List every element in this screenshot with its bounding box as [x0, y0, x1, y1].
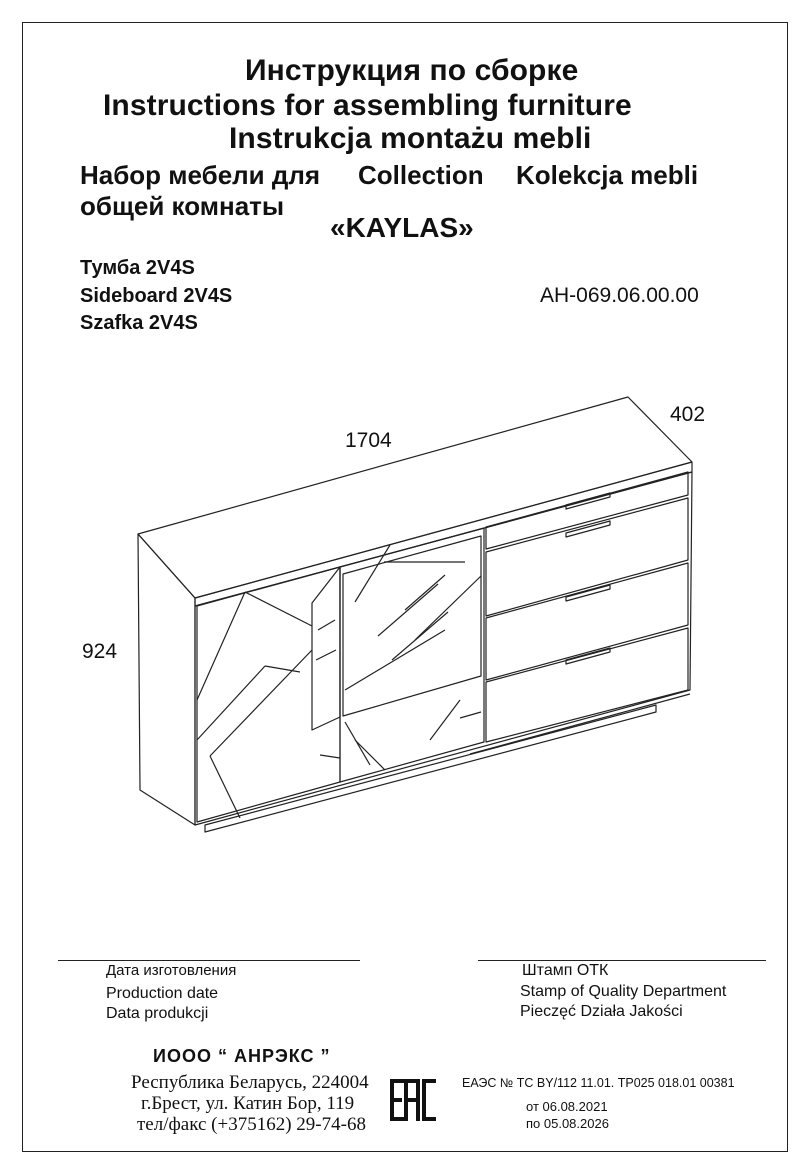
stamp-en: Stamp of Quality Department — [520, 983, 727, 1000]
product-code: АН-069.06.00.00 — [540, 284, 699, 307]
product-en: Sideboard 2V4S — [80, 285, 233, 307]
production-en: Production date — [106, 985, 219, 1002]
collection-name: «KAYLAS» — [330, 212, 474, 243]
collection-en: Collection — [358, 160, 484, 190]
collection-ru-line1: Набор мебели для — [80, 160, 321, 190]
production-ru: Дата изготовления — [106, 962, 237, 979]
dimension-height: 924 — [82, 640, 118, 663]
product-ru: Тумба 2V4S — [80, 257, 195, 279]
company-name: ИООО “ АНРЭКС ” — [153, 1046, 331, 1066]
right-door — [340, 528, 484, 782]
product-pl: Szafka 2V4S — [80, 312, 198, 334]
company-phone: тел/факс (+375162) 29-74-68 — [137, 1114, 366, 1135]
glass-door — [312, 567, 340, 730]
dimension-depth: 402 — [670, 403, 706, 426]
title-ru: Инструкция по сборке — [245, 54, 579, 87]
title-pl: Instrukcja montażu mebli — [229, 122, 592, 155]
drawer-3 — [486, 563, 688, 680]
left-side-panel — [138, 534, 195, 825]
production-date-line — [58, 960, 360, 961]
top-edge — [195, 462, 692, 606]
drawer-2 — [486, 498, 688, 616]
glass-panel — [343, 536, 481, 716]
front-body — [195, 472, 692, 825]
dimension-width: 1704 — [345, 429, 392, 452]
certificate-to: по 05.08.2026 — [526, 1116, 609, 1131]
stamp-line — [478, 960, 766, 961]
production-pl: Data produkcji — [106, 1005, 209, 1022]
company-address-line1: Республика Беларусь, 224004 — [131, 1072, 369, 1093]
eac-logo-icon — [388, 1075, 438, 1125]
plinth — [205, 705, 656, 832]
drawer-4 — [486, 628, 688, 742]
company-address-line2: г.Брест, ул. Катин Бор, 119 — [141, 1093, 355, 1114]
title-en: Instructions for assembling furniture — [103, 89, 632, 122]
collection-pl: Kolekcja mebli — [516, 160, 699, 190]
certificate-number: ЕАЭС № ТС BY/112 11.01. ТР025 018.01 00381 — [462, 1076, 735, 1090]
stamp-ru: Штамп ОТК — [522, 962, 609, 979]
collection-ru-line2: общей комнаты — [80, 191, 285, 221]
stamp-pl: Pieczęć Działa Jakości — [520, 1003, 683, 1020]
certificate-from: от 06.08.2021 — [526, 1099, 608, 1114]
